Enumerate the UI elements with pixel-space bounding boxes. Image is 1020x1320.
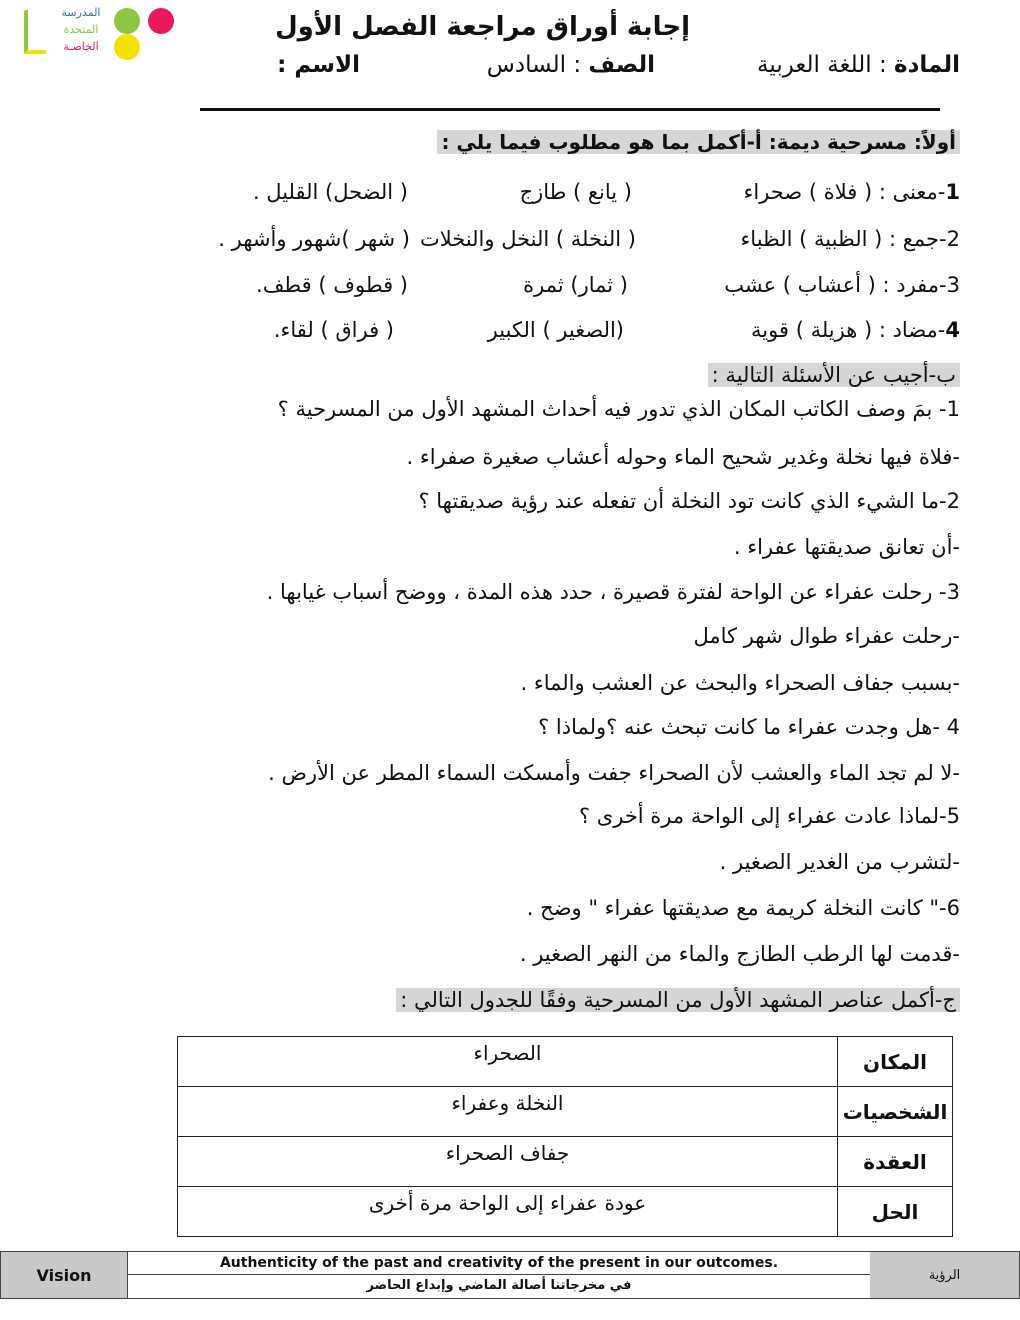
qa-line-6: -رحلت عفراء طوال شهر كامل: [693, 624, 960, 648]
qa-line-3: 2-ما الشيء الذي كانت تود النخلة أن تفعله عند رؤية صديقتها ؟: [418, 489, 960, 513]
section2-heading: [708, 363, 960, 387]
table-row: [178, 1087, 953, 1137]
vocab-row-3-b: ( ثمار) ثمرة: [523, 273, 628, 297]
qa-line-10: 5-لماذا عادت عفراء إلى الواحة مرة أخرى ؟: [578, 804, 960, 828]
footer-statement-en: Authenticity of the past and creativity of the present in our outcomes.: [128, 1252, 870, 1275]
qa-line-8: 4 -هل وجدت عفراء ما كانت تبحث عنه ؟ولماذا ؟: [538, 715, 960, 739]
table-row: [178, 1037, 953, 1087]
table-cell-label: الشخصيات: [838, 1087, 953, 1137]
qa-line-5: 3- رحلت عفراء عن الواحة لفترة قصيرة ، حدد هذه المدة ، ووضح أسباب غيابها .: [266, 580, 960, 604]
table-cell-value: جفاف الصحراء: [178, 1137, 838, 1187]
vocab-row-4-a: -مضاد : ( هزيلة ) قوية: [751, 318, 946, 342]
table-cell-label: المكان: [838, 1037, 953, 1087]
table-row: [178, 1137, 953, 1187]
vocab-row-1-c: ( الضحل) القليل .: [252, 180, 408, 204]
story-elements-table: [177, 1036, 953, 1237]
qa-line-1: 1- بمَ وصف الكاتب المكان الذي تدور فيه أحداث المشهد الأول من المسرحية ؟: [277, 397, 960, 421]
qa-line-12: 6-" كانت النخلة كريمة مع صديقتها عفراء " وضح .: [526, 896, 960, 920]
qa-line-2: -فلاة فيها نخلة وغدير شحيح الماء وحوله أعشاب صغيرة صفراء .: [406, 445, 960, 469]
vocab-row-1-b: ( يانع ) طازج: [519, 180, 632, 204]
logo-dot-green: [114, 8, 140, 34]
qa-line-11: -لتشرب من الغدير الصغير .: [719, 850, 960, 874]
footer-vision-ar: [870, 1252, 1019, 1298]
logo-line-2: المتحدة: [63, 23, 99, 36]
school-logo: [18, 4, 178, 56]
vocab-row-1-a: -معنى : ( فلاة ) صحراء: [743, 180, 946, 204]
vocab-row-2-a: 2-جمع : ( الظبية ) الظباء: [740, 227, 960, 251]
qa-line-4: -أن تعانق صديقتها عفراء .: [733, 535, 960, 559]
section3-heading-text: ج-أكمل عناصر المشهد الأول من المسرحية وفقًا للجدول التالي :: [396, 988, 960, 1012]
vocab-row-1: [743, 180, 960, 204]
subject-label: المادة: [894, 52, 960, 78]
qa-line-13: -قدمت لها الرطب الطازج والماء من النهر الصغير .: [519, 942, 960, 966]
qa-line-9: -لا لم تجد الماء والعشب لأن الصحراء جفت وأمسكت السماء المطر عن الأرض .: [268, 761, 960, 785]
footer-vision-en: [1, 1252, 127, 1298]
vocab-row-1-num: 1: [945, 180, 960, 204]
vocab-row-4-b: (الصغير ) الكبير: [487, 318, 624, 342]
logo-line-3: الخاصـة: [63, 40, 99, 53]
qa-line-7: -بسبب جفاف الصحراء والبحث عن العشب والماء .: [520, 671, 960, 695]
vision-footer: [0, 1251, 1020, 1299]
logo-dot-pink: [148, 8, 174, 34]
page-title: إجابة أوراق مراجعة الفصل الأول: [275, 12, 690, 42]
logo-line-1: المدرسة: [61, 6, 101, 19]
section1-heading: [437, 130, 960, 154]
subject-value: : اللغة العربية: [757, 52, 887, 78]
section1-heading-text: أولاً: مسرحية ديمة: أ-أكمل بما هو مطلوب فيما يلي :: [437, 130, 960, 154]
table-row: [178, 1187, 953, 1237]
table-cell-value: الصحراء: [178, 1037, 838, 1087]
vocab-row-3-c: ( قطوف ) قطف.: [256, 273, 408, 297]
footer-statement: [127, 1252, 871, 1298]
vocab-row-2-b: ( النخلة ) النخل والنخلات: [419, 227, 636, 251]
logo-text: [52, 4, 110, 55]
grade-label: الصف: [588, 52, 655, 78]
vocab-row-4: [751, 318, 960, 342]
vocab-row-4-c: ( فراق ) لقاء.: [273, 318, 394, 342]
name-field: الاسم :: [277, 52, 360, 78]
vocab-row-2-c: ( شهر )شهور وأشهر .: [218, 227, 410, 251]
table-cell-value: النخلة وعفراء: [178, 1087, 838, 1137]
vocab-row-3-a: 3-مفرد : ( أعشاب ) عشب: [724, 273, 960, 297]
logo-dot-yellow: [114, 34, 140, 60]
section2-heading-text: ب-أجيب عن الأسئلة التالية :: [708, 363, 960, 387]
table-cell-label: العقدة: [838, 1137, 953, 1187]
table-cell-value: عودة عفراء إلى الواحة مرة أخرى: [178, 1187, 838, 1237]
vocab-row-4-num: 4: [945, 318, 960, 342]
footer-statement-ar: في مخرجاتنا أصالة الماضي وإبداع الحاضر: [366, 1278, 632, 1293]
grade-value: : السادس: [486, 52, 582, 78]
logo-mark-icon: [24, 10, 46, 54]
subject-field: [757, 52, 960, 78]
section3-heading: [396, 988, 960, 1012]
header-divider: [200, 108, 940, 111]
table-cell-label: الحل: [838, 1187, 953, 1237]
footer-vision-en-text: Vision: [36, 1265, 92, 1285]
footer-vision-ar-text: الرؤية: [928, 1267, 961, 1283]
grade-field: [487, 52, 655, 78]
